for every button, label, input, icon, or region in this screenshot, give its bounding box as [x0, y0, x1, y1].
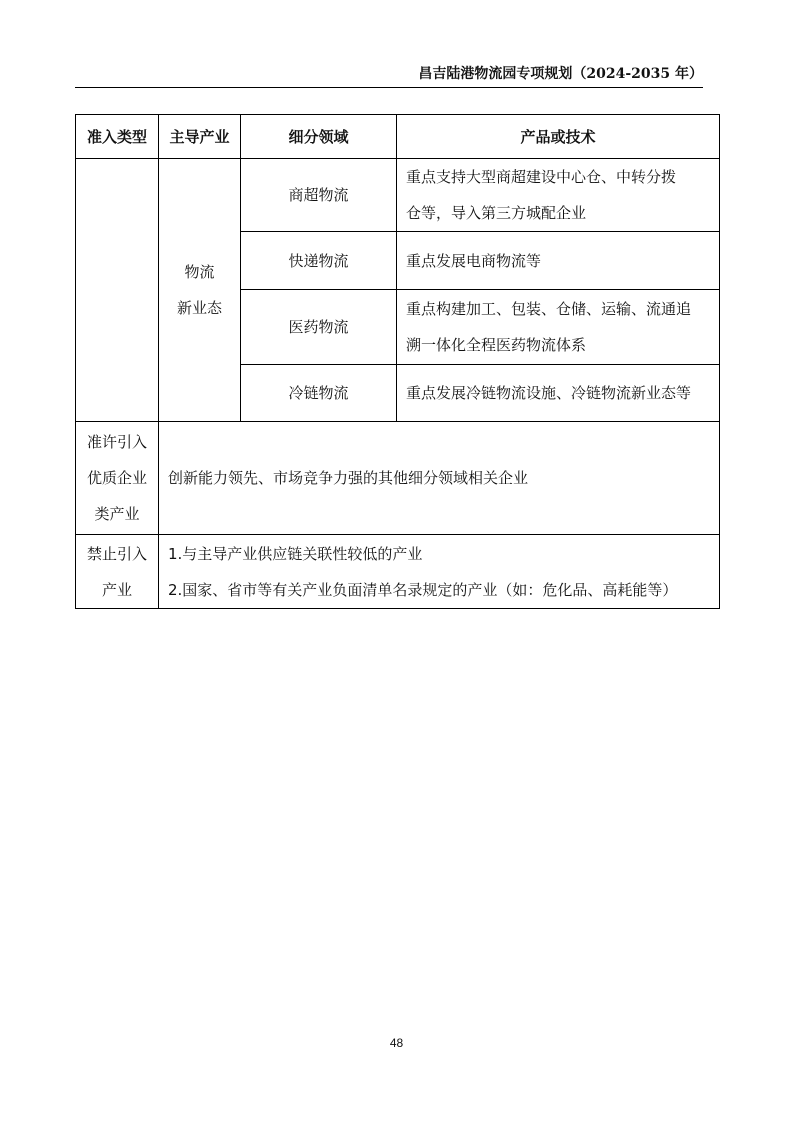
product-line: 重点支持大型商超建设中心仓、中转分拨	[406, 168, 677, 186]
subfield-cell: 快递物流	[241, 232, 397, 290]
subfield-cell: 冷链物流	[241, 365, 397, 422]
page-number: 48	[389, 1036, 404, 1050]
header-access-type: 准入类型	[76, 115, 159, 159]
permitted-type-line: 准许引入	[86, 433, 147, 451]
permitted-type-cell	[76, 422, 159, 535]
product-cell	[397, 365, 720, 422]
product-line: 重点发展电商物流等	[406, 251, 542, 270]
prohibited-item: 2.国家、省市等有关产业负面清单名录规定的产业（如：危化品、高耗能等）	[168, 580, 678, 599]
industry-access-table	[75, 114, 720, 609]
prohibited-type-line: 产业	[101, 580, 132, 599]
product-cell	[397, 290, 720, 365]
page-header: 昌吉陆港物流园专项规划（2024-2035 年）	[418, 66, 703, 82]
industry-line: 新业态	[176, 299, 222, 317]
permitted-type-line: 类产业	[94, 505, 140, 523]
permitted-content-cell: 创新能力领先、市场竞争力强的其他细分领域相关企业	[159, 422, 720, 535]
header-product-technology: 产品或技术	[397, 115, 720, 159]
prohibited-type-cell	[76, 535, 159, 609]
table-row	[76, 159, 720, 232]
prohibited-item: 1.与主导产业供应链关联性较低的产业	[168, 544, 423, 563]
prohibited-content-cell	[159, 535, 720, 609]
subfield-cell: 商超物流	[241, 159, 397, 232]
product-cell	[397, 232, 720, 290]
table-row-prohibited	[76, 535, 720, 609]
product-line: 重点发展冷链物流设施、冷链物流新业态等	[406, 384, 692, 402]
leading-industry-cell	[159, 159, 241, 422]
product-cell	[397, 159, 720, 232]
subfield-cell: 医药物流	[241, 290, 397, 365]
table-header-row	[76, 115, 720, 159]
product-line: 仓等，导入第三方城配企业	[406, 204, 587, 222]
access-type-cell-empty	[76, 159, 159, 422]
header-rule	[75, 87, 703, 88]
product-line: 溯一体化全程医药物流体系	[406, 336, 587, 354]
industry-line: 物流	[184, 263, 215, 281]
permitted-type-line: 优质企业	[86, 469, 147, 487]
header-subfield: 细分领域	[241, 115, 397, 159]
header-leading-industry: 主导产业	[159, 115, 241, 159]
table-row-permitted	[76, 422, 720, 535]
product-line: 重点构建加工、包装、仓储、运输、流通追	[406, 300, 692, 318]
prohibited-type-line: 禁止引入	[86, 544, 147, 563]
